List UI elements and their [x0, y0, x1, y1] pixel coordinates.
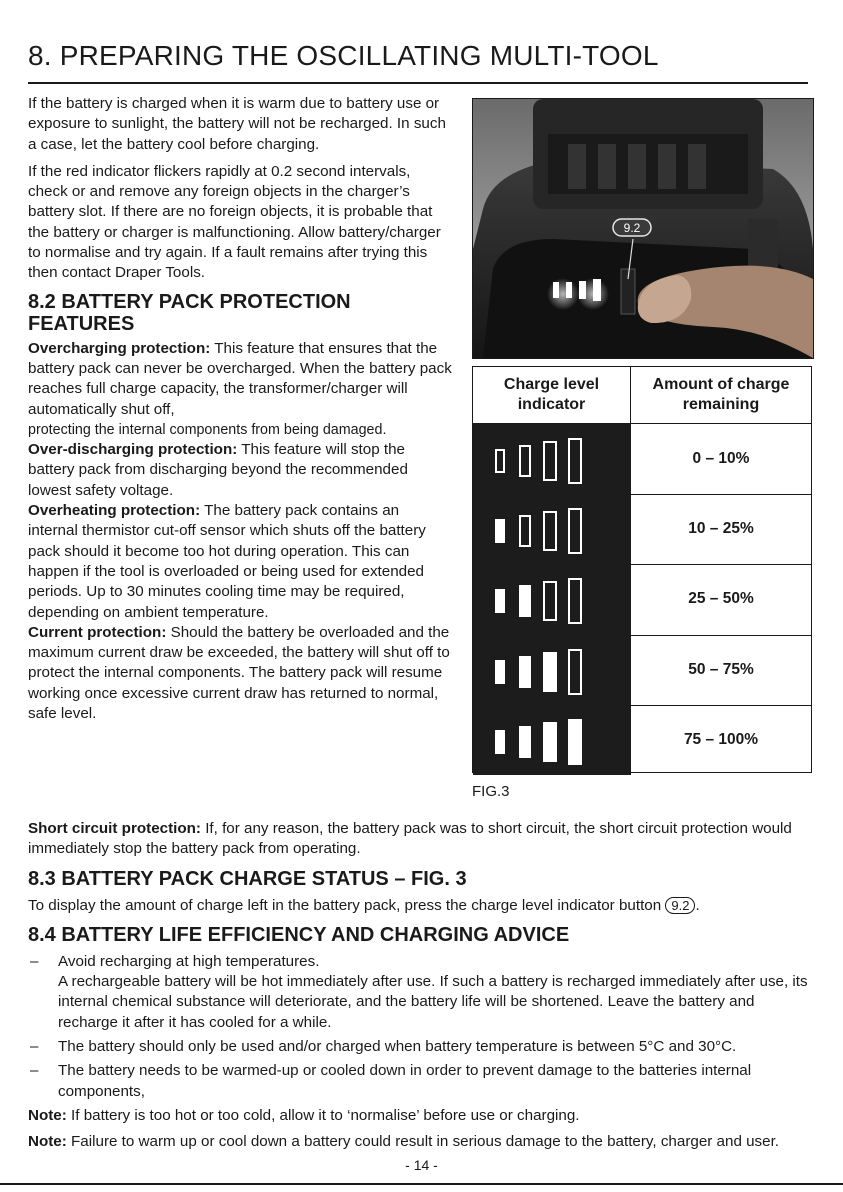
list-item — [28, 1061, 818, 1102]
overcharging-text-2: protecting the internal components from being damaged. — [28, 421, 387, 438]
current-text: Should the battery be overloaded and the maximum current draw be exceeded, the battery will shut off to protect the internal components. The battery pack will resume working once excessive current draw has returned to normal, safe level. — [28, 623, 450, 723]
led-indicator — [473, 705, 631, 775]
led-unlit-icon — [519, 515, 531, 547]
short-circuit-text: If, for any reason, the battery pack was to short circuit, the short circuit protection would immediately stop the battery pack from operating. — [28, 820, 792, 858]
button-reference-badge: 9.2 — [665, 897, 695, 914]
list-item — [28, 952, 818, 1033]
p83-end: . — [695, 896, 700, 914]
page-title: 8. PREPARING THE OSCILLATING MULTI-TOOL — [28, 40, 659, 71]
note-label: Note: — [28, 1106, 67, 1124]
led-indicator — [473, 494, 631, 564]
bullet1-text: A rechargeable battery will be hot immediately after use. If such a battery is recharged immediately after use, its internal chemical substance will deteriorate, and the battery life will be shortened. Leave the battery and recharge it after it has cooled for a while. — [58, 973, 808, 1031]
led-lit-icon — [543, 652, 557, 692]
dash-bullet: – — [30, 1062, 39, 1080]
overcharging-label: Overcharging protection: — [28, 339, 211, 357]
charge-amount: 0 – 10% — [692, 450, 750, 468]
current-label: Current protection: — [28, 623, 167, 641]
overheating-text: The battery pack contains an internal thermistor cut-off sensor which shuts off the battery pack should it become too hot during operation. This can happen if the tool is overloaded or being used for extended periods. Up to 30 minutes cooling time may be required, depending on ambient temperature. — [28, 502, 426, 621]
table-row — [473, 564, 811, 635]
table-row — [473, 635, 811, 706]
led-unlit-icon — [568, 649, 582, 695]
page-number: - 14 - — [405, 1157, 438, 1173]
overdischarging-label: Over-discharging protection: — [28, 441, 238, 459]
header-amount: Amount of charge remaining — [652, 376, 790, 413]
led-unlit-icon — [495, 449, 505, 473]
bullet2-text: The battery should only be used and/or charged when battery temperature is between 5°C and 30°C. — [58, 1038, 737, 1056]
heading-8-4: 8.4 BATTERY LIFE EFFICIENCY AND CHARGING ADVICE — [28, 923, 570, 946]
overdischarging-text: This feature will stop the battery pack from discharging beyond the recommended lowest safety voltage. — [28, 441, 408, 499]
paragraph-current — [28, 623, 453, 724]
led-unlit-icon — [543, 581, 557, 621]
led-lit-icon — [543, 722, 557, 762]
note-2 — [28, 1132, 818, 1152]
led-unlit-icon — [568, 438, 582, 484]
led-lit-icon — [519, 726, 531, 758]
charge-amount: 50 – 75% — [688, 660, 754, 678]
led-lit-icon — [495, 519, 505, 543]
paragraph-warm-battery: If the battery is charged when it is warm due to battery use or exposure to sunlight, the battery will not be recharged. In such a case, let the battery cool before charging. — [28, 95, 446, 153]
led-lit-icon — [495, 589, 505, 613]
led-indicator — [473, 635, 631, 705]
table-header — [473, 367, 811, 424]
paragraph-overcharging — [28, 339, 453, 440]
charge-amount: 10 – 25% — [688, 520, 754, 538]
photo-callout: 9.2 — [623, 221, 641, 235]
footer-rule — [0, 1183, 843, 1185]
led-lit-icon — [519, 656, 531, 688]
paragraph-short-circuit — [28, 819, 818, 860]
list-item — [28, 1037, 818, 1057]
table-row — [473, 424, 811, 495]
note-label: Note: — [28, 1133, 67, 1151]
left-column — [28, 94, 453, 724]
led-indicator — [473, 424, 631, 494]
led-unlit-icon — [543, 441, 557, 481]
short-circuit-label: Short circuit protection: — [28, 820, 201, 837]
led-lit-icon — [519, 585, 531, 617]
charge-amount: 75 – 100% — [683, 730, 759, 748]
bullet1-title: Avoid recharging at high temperatures. — [58, 952, 320, 970]
note2-text: Failure to warm up or cool down a battery could result in serious damage to the battery, charger and user. — [66, 1133, 780, 1151]
charge-amount: 25 – 50% — [688, 590, 754, 608]
header-charge-level: Charge level indicator — [473, 367, 631, 423]
overheating-label: Overheating protection: — [28, 502, 201, 520]
p83-text: To display the amount of charge left in the battery pack, press the charge level indicator button — [28, 896, 666, 914]
paragraph-red-indicator: If the red indicator flickers rapidly at 0.2 second intervals, check or and remove any foreign objects in the charger’s battery slot. If there are no foreign objects, it is probable that the battery or charger is malfunctioning. Allow battery/charger to normalise and try again. If a fault remains after trying this then contact Draper Tools. — [28, 162, 441, 282]
paragraph-overheating — [28, 501, 453, 623]
battery-illustration — [473, 99, 813, 358]
note1-text: If battery is too hot or too cold, allow it to ‘normalise’ before use or charging. — [66, 1106, 580, 1124]
full-width-section — [28, 819, 818, 1159]
led-lit-icon — [495, 660, 505, 684]
table-row — [473, 494, 811, 565]
heading-8-2: 8.2 BATTERY PACK PROTECTION FEATURES — [28, 290, 351, 335]
led-unlit-icon — [568, 508, 582, 554]
bullet3-text: The battery needs to be warmed-up or cooled down in order to prevent damage to the batteries internal components, — [58, 1062, 752, 1100]
figure-caption: FIG.3 — [472, 783, 510, 800]
led-indicator — [473, 564, 631, 634]
title-rule — [28, 82, 808, 84]
led-unlit-icon — [568, 578, 582, 624]
heading-8-3: 8.3 BATTERY PACK CHARGE STATUS – FIG. 3 — [28, 867, 467, 890]
led-unlit-icon — [543, 511, 557, 551]
paragraph-overdischarging — [28, 440, 453, 501]
led-unlit-icon — [519, 445, 531, 477]
battery-photo — [472, 98, 814, 359]
overcharging-text: This feature that ensures that the battery pack can never be overcharged. When the battery pack reaches full charge capacity, the transformer/charger will automatically shut off, — [28, 339, 452, 418]
dash-bullet: – — [30, 1038, 39, 1056]
led-lit-icon — [495, 730, 505, 754]
led-lit-icon — [568, 719, 582, 765]
paragraph-8-3 — [28, 896, 818, 916]
dash-bullet: – — [30, 952, 39, 970]
note-1 — [28, 1106, 818, 1126]
table-row — [473, 705, 811, 775]
charge-level-table — [472, 366, 812, 773]
